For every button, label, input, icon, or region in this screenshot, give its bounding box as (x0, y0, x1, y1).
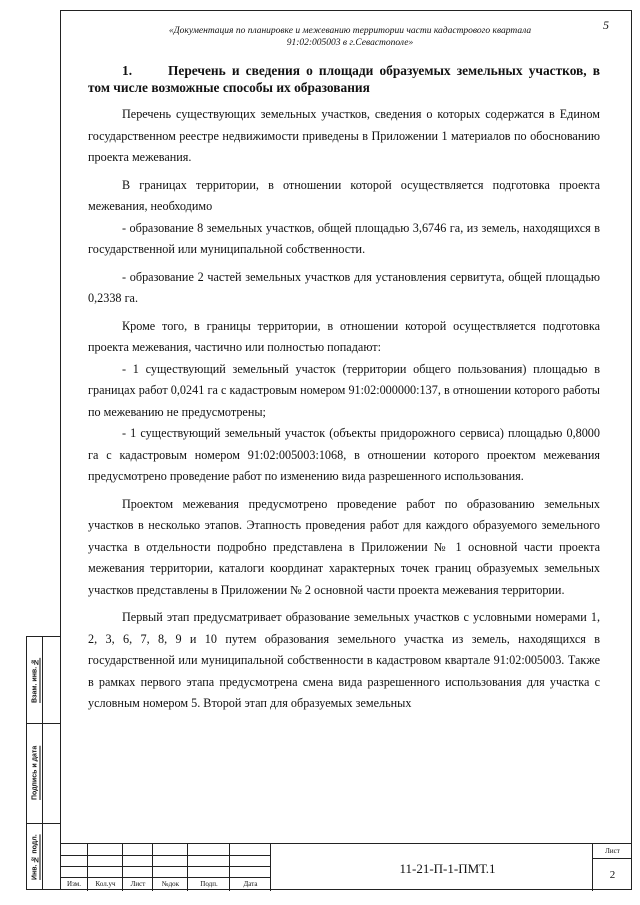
paragraph: В границах территории, в отношении которой осуществляется подготовка проекта межевания, необходимо (88, 177, 600, 213)
column-label-doc-number: №док (161, 880, 180, 888)
document-header (140, 25, 560, 49)
side-label-replacement-inv: Взам. инв. № (31, 657, 39, 703)
column-label-date: Дата (243, 880, 258, 888)
page-number: 5 (603, 18, 609, 32)
side-stamp (26, 636, 60, 890)
paragraph: - 1 существующий земельный участок (территории общего пользования) площадью в границах работ 0,0241 га с кадастровым номером 91:02:000000:137, в отношении которого работы по межеванию не предусмотрены; (88, 361, 600, 419)
title-block (60, 843, 632, 890)
sheet-box (592, 844, 632, 891)
document-code: 11-21-П-1-ПМТ.1 (399, 861, 496, 876)
section-heading (88, 62, 600, 96)
paragraph: - 1 существующий земельный участок (объекты придорожного сервиса) площадью 0,8000 га с кадастровым номером 91:02:005003:1068, в отношении которого проектом межевания предусмотрено проведение работ по изменению вида разрешенного использования. (88, 426, 600, 483)
document-body (88, 62, 600, 721)
side-label-signature-date: Подпись и дата (31, 745, 39, 801)
paragraph: - образование 8 земельных участков, общей площадью 3,6746 га, из земель, находящихся в государственной или муниципальной собственности. (88, 220, 600, 256)
column-label-sheet: Лист (130, 880, 146, 888)
paragraph: Кроме того, в границы территории, в отношении которой осуществляется подготовка проекта межевания, частично или полностью попадают: (88, 318, 600, 354)
sheet-number: 2 (609, 869, 616, 881)
column-label-change: Изм. (67, 880, 81, 888)
paragraph: Перечень существующих земельных участков, сведения о которых содержатся в Едином государственном реестре недвижимости приведены в Приложении 1 материалов по обоснованию проекта межевания. (88, 107, 600, 164)
paragraph: - образование 2 частей земельных участков для установления сервитута, общей площадью 0,2338 га. (88, 269, 600, 305)
side-label-original-inv: Инв. № подл. (31, 834, 39, 880)
paragraph: Проектом межевания предусмотрено проведение работ по образованию земельных участков в несколько этапов. Этапность проведения работ для каждого образуемого земельного участка в отдельности подробно представлена в Приложении № 1 основной части проекта межевания территории, каталоги координат характерных точек границ образуемых земельных участков представлены в Приложении № 2 основной части проекта межевания территории. (88, 496, 600, 597)
section-title: Перечень и сведения о площади образуемых земельных участков, в том числе возможные способы их образования (88, 63, 600, 95)
header-line-2: 91:02:005003 в г.Севастополе» (286, 38, 414, 48)
paragraph: Первый этап предусматривает образование земельных участков с условными номерами 1, 2, 3, 6, 7, 8, 9 и 10 путем образования земельного участка из земель, находящихся в государственной или муниципальной собственности в кадастровом квартале 91:02:005003. Также в рамках первого этапа предусмотрена смена вида разрешенного использования для участка с условным номером 5. Второй этап для образуемых земельных (88, 610, 600, 710)
header-line-1: «Документация по планировке и межеванию территории части кадастрового квартала (168, 26, 532, 36)
column-label-signature: Подп. (200, 880, 218, 888)
sheet-label: Лист (605, 847, 620, 855)
column-label-count: Кол.уч (95, 880, 116, 888)
section-number: 1. (122, 63, 133, 78)
